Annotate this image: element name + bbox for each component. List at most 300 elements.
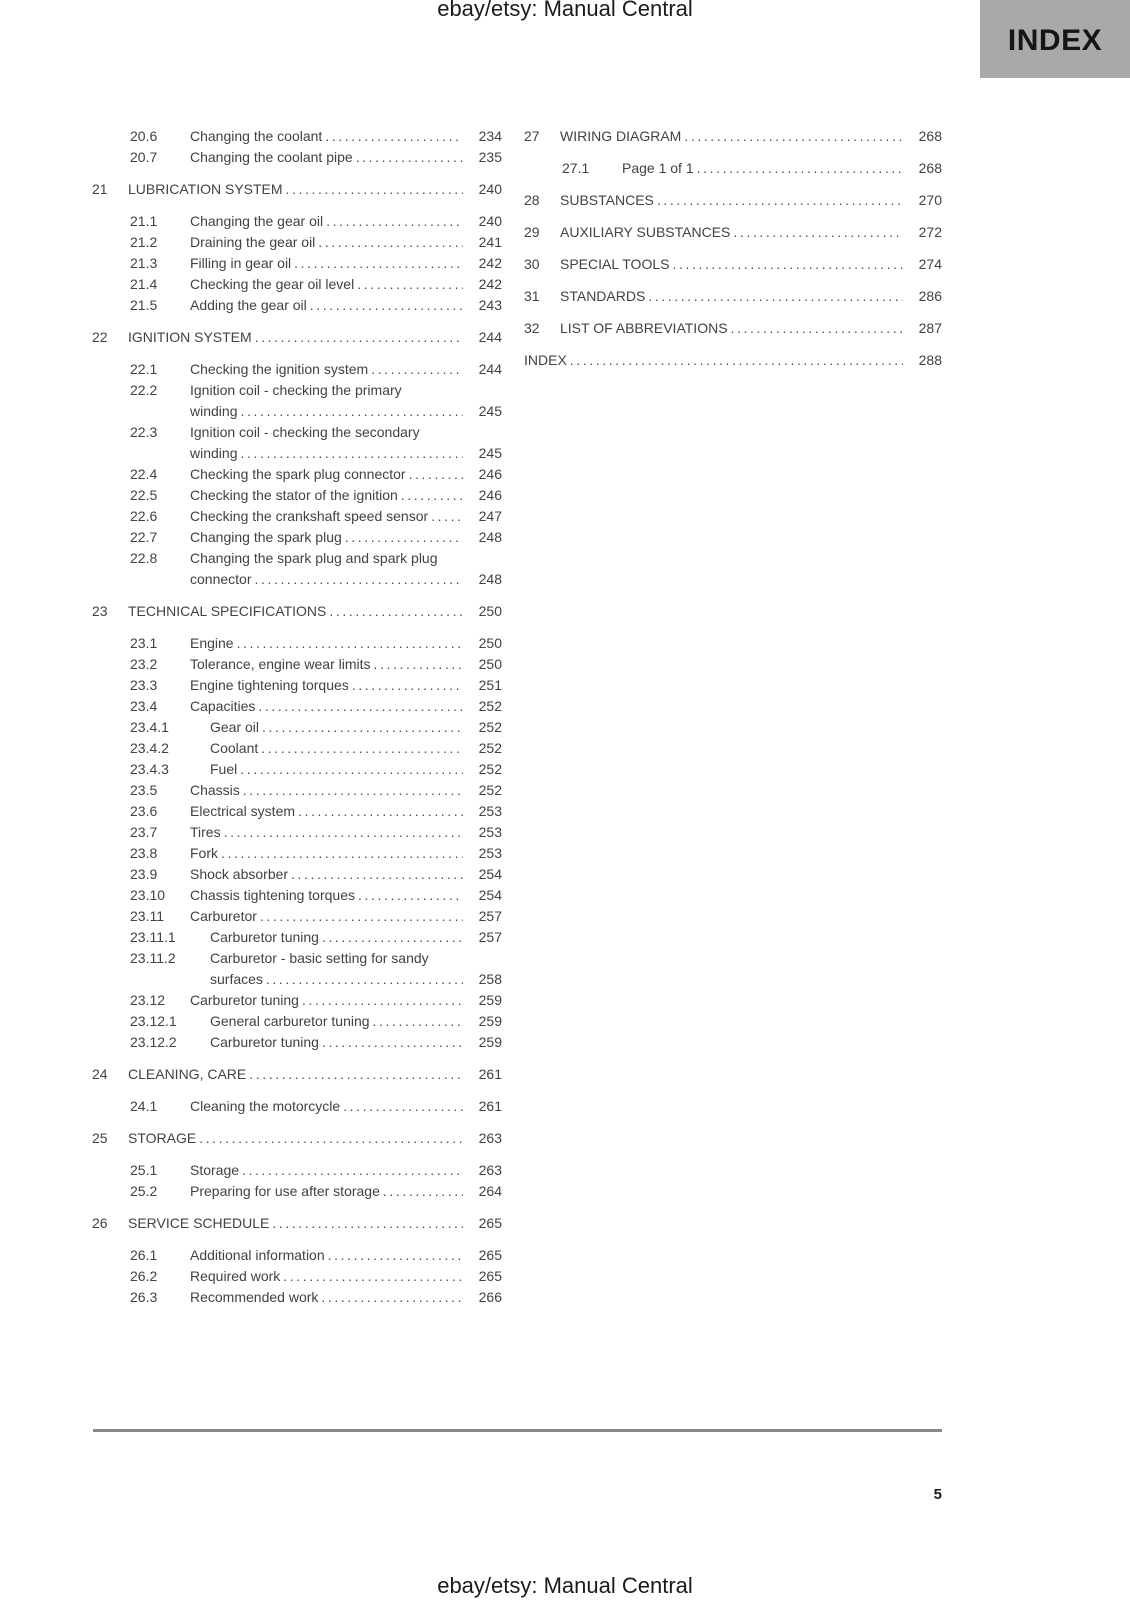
- toc-entry-last-line: [190, 1287, 468, 1308]
- toc-entry-title: [210, 759, 468, 780]
- dot-leader: [255, 327, 463, 348]
- toc-entry-title: [190, 359, 468, 380]
- page-number: 5: [933, 1486, 942, 1503]
- dot-leader: [357, 274, 463, 295]
- toc-entry-last-line: [210, 738, 468, 759]
- dot-leader: [731, 318, 903, 339]
- toc-entry-page: 257: [478, 929, 502, 945]
- dot-leader: [733, 222, 903, 243]
- toc-entry-last-line: [190, 990, 468, 1011]
- toc-entry-number: 26.1: [130, 1247, 158, 1263]
- footer-divider: [93, 1429, 942, 1432]
- toc-entry-title: [190, 675, 468, 696]
- dot-leader: [283, 1266, 463, 1287]
- toc-entry-last-line: [210, 969, 468, 990]
- toc-entry-last-line: [190, 211, 468, 232]
- toc-entry-row: [92, 548, 502, 590]
- toc-entry-title: [128, 601, 468, 622]
- toc-entry-page: 263: [478, 1130, 502, 1146]
- toc-entry-row: [92, 633, 502, 654]
- toc-entry-page: 247: [478, 508, 502, 524]
- toc-entry-title-text: Tolerance, engine wear limits: [190, 656, 371, 672]
- toc-entry-title: [622, 158, 908, 179]
- toc-entry-number: 27: [524, 128, 540, 144]
- toc-entry-title: [190, 380, 468, 422]
- dot-leader: [240, 759, 463, 780]
- toc-entry-title-text: Chassis: [190, 782, 240, 798]
- toc-entry-number: 20.7: [130, 149, 158, 165]
- toc-entry-last-line: [190, 1245, 468, 1266]
- toc-entry-number: 23.9: [130, 866, 158, 882]
- toc-entry-title-text: Changing the coolant pipe: [190, 149, 353, 165]
- toc-entry-page: 268: [918, 160, 942, 176]
- toc-entry-title: [128, 1128, 468, 1149]
- toc-entry-last-line: [190, 527, 468, 548]
- toc-entry-number: 22.1: [130, 361, 158, 377]
- toc-entry-row: [92, 885, 502, 906]
- toc-entry-page: 240: [478, 213, 502, 229]
- toc-entry-last-line: [190, 401, 468, 422]
- toc-entry-title-text: surfaces: [210, 971, 263, 987]
- toc-entry-row: [92, 822, 502, 843]
- toc-entry-title: [190, 780, 468, 801]
- toc-entry-page: 265: [478, 1268, 502, 1284]
- toc-entry-title: [190, 485, 468, 506]
- toc-column-right: [524, 126, 942, 1308]
- toc-entry-number: 23.12.2: [130, 1034, 177, 1050]
- toc-entry-last-line: [190, 843, 468, 864]
- dot-leader: [266, 969, 463, 990]
- toc-entry-number: 23.3: [130, 677, 158, 693]
- dot-leader: [240, 401, 463, 422]
- toc-entry-last-line: [190, 126, 468, 147]
- toc-entry-row: [92, 1181, 502, 1202]
- toc-entry-page: 254: [478, 866, 502, 882]
- toc-entry-number: 23: [92, 603, 108, 619]
- dot-leader: [302, 990, 463, 1011]
- toc-entry-title: [190, 1245, 468, 1266]
- toc-entry-page: 253: [478, 845, 502, 861]
- dot-leader: [401, 485, 463, 506]
- toc-entry-title-text: Checking the stator of the ignition: [190, 487, 398, 503]
- toc-entry-title: [190, 906, 468, 927]
- toc-entry-page: 245: [478, 445, 502, 461]
- toc-entry-title: [210, 717, 468, 738]
- toc-entry-title-text: Storage: [190, 1162, 240, 1178]
- toc-entry-row: [92, 1245, 502, 1266]
- toc-entry-page: 286: [918, 288, 942, 304]
- toc-entry-page: 270: [918, 192, 942, 208]
- toc-entry-title-text: Changing the spark plug: [190, 529, 342, 545]
- toc-entry-last-line: [190, 1096, 468, 1117]
- dot-leader: [243, 780, 463, 801]
- dot-leader: [356, 147, 463, 168]
- toc-entry-number: 23.5: [130, 782, 158, 798]
- toc-entry-title-text: Engine tightening torques: [190, 677, 349, 693]
- toc-entry-title-text: winding: [190, 445, 238, 461]
- toc-entry-number: 23.2: [130, 656, 158, 672]
- toc-entry-title: [560, 254, 908, 275]
- toc-entry-last-line: [190, 633, 468, 654]
- toc-entry-row: [92, 232, 502, 253]
- toc-entry-page: 259: [478, 992, 502, 1008]
- toc-entry-title: [210, 927, 468, 948]
- toc-entry-number: 22.3: [130, 424, 158, 440]
- toc-entry-title: [190, 295, 468, 316]
- toc-entry-number: 22.6: [130, 508, 158, 524]
- toc-entry-row: [92, 359, 502, 380]
- toc-entry-last-line: [622, 158, 908, 179]
- toc-entry-row: [524, 158, 942, 179]
- toc-entry-number: 23.4.3: [130, 761, 169, 777]
- toc-entry-page: 265: [478, 1247, 502, 1263]
- toc-entry-row: [92, 1096, 502, 1117]
- toc-entry-title: [190, 864, 468, 885]
- toc-entry-number: 25: [92, 1130, 108, 1146]
- toc-entry-row: [92, 780, 502, 801]
- toc-section-row: [524, 190, 942, 211]
- toc-entry-title-line: Carburetor - basic setting for sandy: [210, 950, 429, 966]
- toc-entry-title: [190, 1096, 468, 1117]
- dot-leader: [240, 443, 463, 464]
- toc-entry-title: [190, 843, 468, 864]
- toc-entry-number: 24.1: [130, 1098, 158, 1114]
- toc-entry-page: 252: [478, 719, 502, 735]
- toc-entry-title: [190, 232, 468, 253]
- toc-entry-number: 23.10: [130, 887, 166, 903]
- toc-entry-title-text: Checking the spark plug connector: [190, 466, 406, 482]
- toc-entry-title-text: Capacities: [190, 698, 256, 714]
- toc-entry-page: 258: [478, 971, 502, 987]
- toc-entry-title-text: connector: [190, 571, 252, 587]
- toc-entry-title: [190, 990, 468, 1011]
- index-tab-label: INDEX: [1007, 24, 1103, 57]
- toc-entry-page: 248: [478, 571, 502, 587]
- toc-entry-row: [92, 506, 502, 527]
- toc-entry-number: 26.2: [130, 1268, 158, 1284]
- toc-entry-last-line: [190, 569, 468, 590]
- toc-entry-last-line: [210, 1032, 468, 1053]
- toc-entry-page: 243: [478, 297, 502, 313]
- toc-entry-last-line: [190, 485, 468, 506]
- toc-entry-last-line: [190, 147, 468, 168]
- toc-entry-number: 28: [524, 192, 540, 208]
- toc-entry-title: [210, 948, 468, 990]
- toc-entry-title-text: Cleaning the motorcycle: [190, 1098, 341, 1114]
- dot-leader: [260, 906, 463, 927]
- toc-entry-last-line: [190, 506, 468, 527]
- dot-leader: [325, 126, 463, 147]
- toc-entry-row: [92, 948, 502, 990]
- toc-entry-row: [92, 738, 502, 759]
- page-footer-title: ebay/etsy: Manual Central: [437, 1573, 693, 1598]
- toc-entry-last-line: [128, 179, 468, 200]
- toc-entry-page: 245: [478, 403, 502, 419]
- toc-entry-title: [190, 822, 468, 843]
- toc-entry-title-line: Ignition coil - checking the secondary: [190, 424, 420, 440]
- dot-leader: [329, 601, 463, 622]
- toc-entry-last-line: [560, 222, 908, 243]
- dot-leader: [672, 254, 903, 275]
- toc-entry-title-text: Chassis tightening torques: [190, 887, 355, 903]
- dot-leader: [373, 1011, 463, 1032]
- dot-leader: [322, 1032, 463, 1053]
- toc-entry-title: [190, 422, 468, 464]
- toc-entry-title: [190, 1160, 468, 1181]
- toc-entry-page: 263: [478, 1162, 502, 1178]
- toc-entry-row: [92, 1266, 502, 1287]
- toc-entry-number: 22.8: [130, 550, 158, 566]
- toc-section-row: [524, 126, 942, 147]
- toc-entry-page: 288: [918, 352, 942, 368]
- dot-leader: [345, 527, 463, 548]
- toc-entry-last-line: [190, 801, 468, 822]
- toc-entry-title: [190, 527, 468, 548]
- toc-entry-title: [190, 211, 468, 232]
- toc-entry-title-text: Preparing for use after storage: [190, 1183, 380, 1199]
- toc-entry-row: [92, 906, 502, 927]
- toc-section-row: [92, 1213, 502, 1234]
- toc-entry-title-text: Coolant: [210, 740, 259, 756]
- dot-leader: [254, 569, 463, 590]
- dot-leader: [298, 801, 463, 822]
- toc-entry-row: [92, 1160, 502, 1181]
- dot-leader: [224, 822, 463, 843]
- toc-entry-row: [92, 126, 502, 147]
- dot-leader: [294, 253, 463, 274]
- toc-entry-last-line: [190, 654, 468, 675]
- toc-entry-title-text: Recommended work: [190, 1289, 319, 1305]
- toc-section-row: [92, 1128, 502, 1149]
- toc-entry-last-line: [190, 1181, 468, 1202]
- toc-entry-page: 242: [478, 255, 502, 271]
- toc-entry-title-text: WIRING DIAGRAM: [560, 128, 682, 144]
- toc-entry-page: 240: [478, 181, 502, 197]
- dot-leader: [258, 696, 463, 717]
- toc-entry-page: 261: [478, 1066, 502, 1082]
- dot-leader: [199, 1128, 463, 1149]
- dot-leader: [648, 286, 903, 307]
- toc-entry-page: 264: [478, 1183, 502, 1199]
- toc-entry-last-line: [190, 443, 468, 464]
- dot-leader: [262, 717, 463, 738]
- toc-entry-row: [92, 253, 502, 274]
- toc-entry-number: 22.5: [130, 487, 158, 503]
- toc-entry-title-text: Fuel: [210, 761, 238, 777]
- toc-entry-page: 253: [478, 824, 502, 840]
- toc-entry-page: 246: [478, 466, 502, 482]
- toc-entry-title-text: AUXILIARY SUBSTANCES: [560, 224, 731, 240]
- toc-entry-title-text: STANDARDS: [560, 288, 646, 304]
- toc-entry-page: 259: [478, 1034, 502, 1050]
- toc-entry-title-text: Required work: [190, 1268, 281, 1284]
- toc-entry-title-text: LIST OF ABBREVIATIONS: [560, 320, 728, 336]
- toc-entry-row: [92, 843, 502, 864]
- toc-entry-title-text: Electrical system: [190, 803, 296, 819]
- toc-entry-title: [190, 1181, 468, 1202]
- toc-entry-title: [190, 274, 468, 295]
- toc-entry-number: 23.7: [130, 824, 158, 840]
- dot-leader: [374, 654, 463, 675]
- dot-leader: [221, 843, 463, 864]
- toc-entry-row: [92, 990, 502, 1011]
- dot-leader: [291, 864, 463, 885]
- dot-leader: [237, 633, 463, 654]
- toc-entry-title-text: Carburetor: [190, 908, 257, 924]
- toc-entry-title: [210, 738, 468, 759]
- toc-entry-title: [190, 1266, 468, 1287]
- toc-entry-row: [92, 801, 502, 822]
- toc-entry-page: 244: [478, 361, 502, 377]
- toc-entry-title-line: Ignition coil - checking the primary: [190, 382, 402, 398]
- toc-entry-title: [190, 885, 468, 906]
- toc-entry-last-line: [190, 253, 468, 274]
- toc-entry-page: 253: [478, 803, 502, 819]
- dot-leader: [352, 675, 463, 696]
- toc-entry-last-line: [190, 1266, 468, 1287]
- toc-section-row: [92, 601, 502, 622]
- toc-entry-number: 21.1: [130, 213, 158, 229]
- toc-entry-last-line: [524, 350, 908, 371]
- toc-entry-page: 257: [478, 908, 502, 924]
- toc-entry-page: 252: [478, 740, 502, 756]
- toc-entry-last-line: [190, 295, 468, 316]
- toc-entry-page: 265: [478, 1215, 502, 1231]
- toc-entry-number: 25.1: [130, 1162, 158, 1178]
- toc-entry-last-line: [190, 885, 468, 906]
- toc-entry-number: 23.11: [130, 908, 164, 924]
- toc-entry-row: [92, 717, 502, 738]
- toc-entry-number: 21: [92, 181, 108, 197]
- dot-leader: [657, 190, 903, 211]
- toc-entry-page: 250: [478, 656, 502, 672]
- toc-entry-page: 235: [478, 149, 502, 165]
- toc-entry-title: [560, 126, 908, 147]
- toc-entry-title: [190, 633, 468, 654]
- toc-section-row: [524, 286, 942, 307]
- toc-entry-number: 31: [524, 288, 540, 304]
- toc-section-row: [524, 222, 942, 243]
- toc-entry-page: 261: [478, 1098, 502, 1114]
- toc-entry-number: 21.2: [130, 234, 158, 250]
- toc-entry-last-line: [190, 780, 468, 801]
- toc-entry-title-text: Page 1 of 1: [622, 160, 694, 176]
- dot-leader: [328, 1245, 463, 1266]
- toc-entry-number: 23.6: [130, 803, 158, 819]
- toc-entry-title-text: STORAGE: [128, 1130, 197, 1146]
- toc-entry-title: [560, 190, 908, 211]
- toc-entry-last-line: [190, 696, 468, 717]
- toc-entry-page: 252: [478, 782, 502, 798]
- toc-entry-page: 248: [478, 529, 502, 545]
- toc-entry-last-line: [210, 759, 468, 780]
- toc-entry-title-text: Checking the ignition system: [190, 361, 369, 377]
- toc-entry-title-text: Shock absorber: [190, 866, 289, 882]
- toc-entry-title: [190, 1287, 468, 1308]
- toc-entry-title: [128, 1064, 468, 1085]
- toc-entry-row: [92, 1011, 502, 1032]
- dot-leader: [409, 464, 463, 485]
- toc-entry-last-line: [210, 927, 468, 948]
- toc-entry-row: [92, 759, 502, 780]
- dot-leader: [286, 179, 463, 200]
- dot-leader: [570, 350, 903, 371]
- toc-entry-title-text: Carburetor tuning: [210, 929, 319, 945]
- toc-entry-last-line: [128, 601, 468, 622]
- toc-entry-page: 252: [478, 761, 502, 777]
- toc-entry-last-line: [128, 1128, 468, 1149]
- toc-entry-number: 23.4.1: [130, 719, 169, 735]
- toc-entry-title-text: Carburetor tuning: [210, 1034, 319, 1050]
- toc-section-row: [524, 318, 942, 339]
- toc-entry-page: 250: [478, 603, 502, 619]
- toc-entry-number: 23.4: [130, 698, 158, 714]
- toc-entry-title-text: TECHNICAL SPECIFICATIONS: [128, 603, 327, 619]
- toc-entry-title: [128, 1213, 468, 1234]
- toc-entry-title-text: Filling in gear oil: [190, 255, 292, 271]
- toc-entry-title: [210, 1032, 468, 1053]
- dot-leader: [242, 1160, 463, 1181]
- toc-entry-title-text: Changing the coolant: [190, 128, 323, 144]
- toc-entry-page: 244: [478, 329, 502, 345]
- toc-entry-title-text: Adding the gear oil: [190, 297, 307, 313]
- toc-entry-page: 268: [918, 128, 942, 144]
- toc-entry-number: 23.12: [130, 992, 166, 1008]
- toc-entry-title: [190, 548, 468, 590]
- dot-leader: [321, 1287, 463, 1308]
- toc-entry-title: [560, 318, 908, 339]
- toc-entry-number: 23.12.1: [130, 1013, 177, 1029]
- dot-leader: [371, 359, 463, 380]
- dot-leader: [322, 927, 463, 948]
- toc-entry-title-text: Carburetor tuning: [190, 992, 299, 1008]
- dot-leader: [318, 232, 463, 253]
- toc-entry-last-line: [210, 1011, 468, 1032]
- toc-entry-title-text: Checking the gear oil level: [190, 276, 355, 292]
- toc-entry-title-text: IGNITION SYSTEM: [128, 329, 252, 345]
- toc-entry-page: 274: [918, 256, 942, 272]
- toc-entry-number: 23.8: [130, 845, 158, 861]
- toc-entry-page: 252: [478, 698, 502, 714]
- toc-entry-number: 22.2: [130, 382, 158, 398]
- toc-entry-page: 272: [918, 224, 942, 240]
- toc-entry-page: 234: [478, 128, 502, 144]
- toc-section-row: [524, 254, 942, 275]
- toc-entry-page: 250: [478, 635, 502, 651]
- dot-leader: [697, 158, 903, 179]
- dot-leader: [383, 1181, 463, 1202]
- toc-entry-number: 22.7: [130, 529, 158, 545]
- dot-leader: [249, 1064, 463, 1085]
- toc-entry-last-line: [128, 327, 468, 348]
- toc-entry-title-text: General carburetor tuning: [210, 1013, 370, 1029]
- toc-entry-number: 32: [524, 320, 540, 336]
- toc-entry-title: [524, 350, 908, 371]
- toc-entry-last-line: [190, 1160, 468, 1181]
- toc-entry-row: [92, 147, 502, 168]
- dot-leader: [261, 738, 463, 759]
- toc-entry-title: [190, 464, 468, 485]
- toc-entry-title: [190, 506, 468, 527]
- toc-entry-row: [92, 422, 502, 464]
- toc-entry-title-text: Fork: [190, 845, 218, 861]
- toc-entry-title-text: Additional information: [190, 1247, 325, 1263]
- toc-entry-row: [92, 527, 502, 548]
- toc-entry-number: 30: [524, 256, 540, 272]
- page-header-title: ebay/etsy: Manual Central: [437, 0, 693, 21]
- toc-entry-title-text: INDEX: [524, 352, 567, 368]
- toc-entry-number: 23.11.2: [130, 950, 176, 966]
